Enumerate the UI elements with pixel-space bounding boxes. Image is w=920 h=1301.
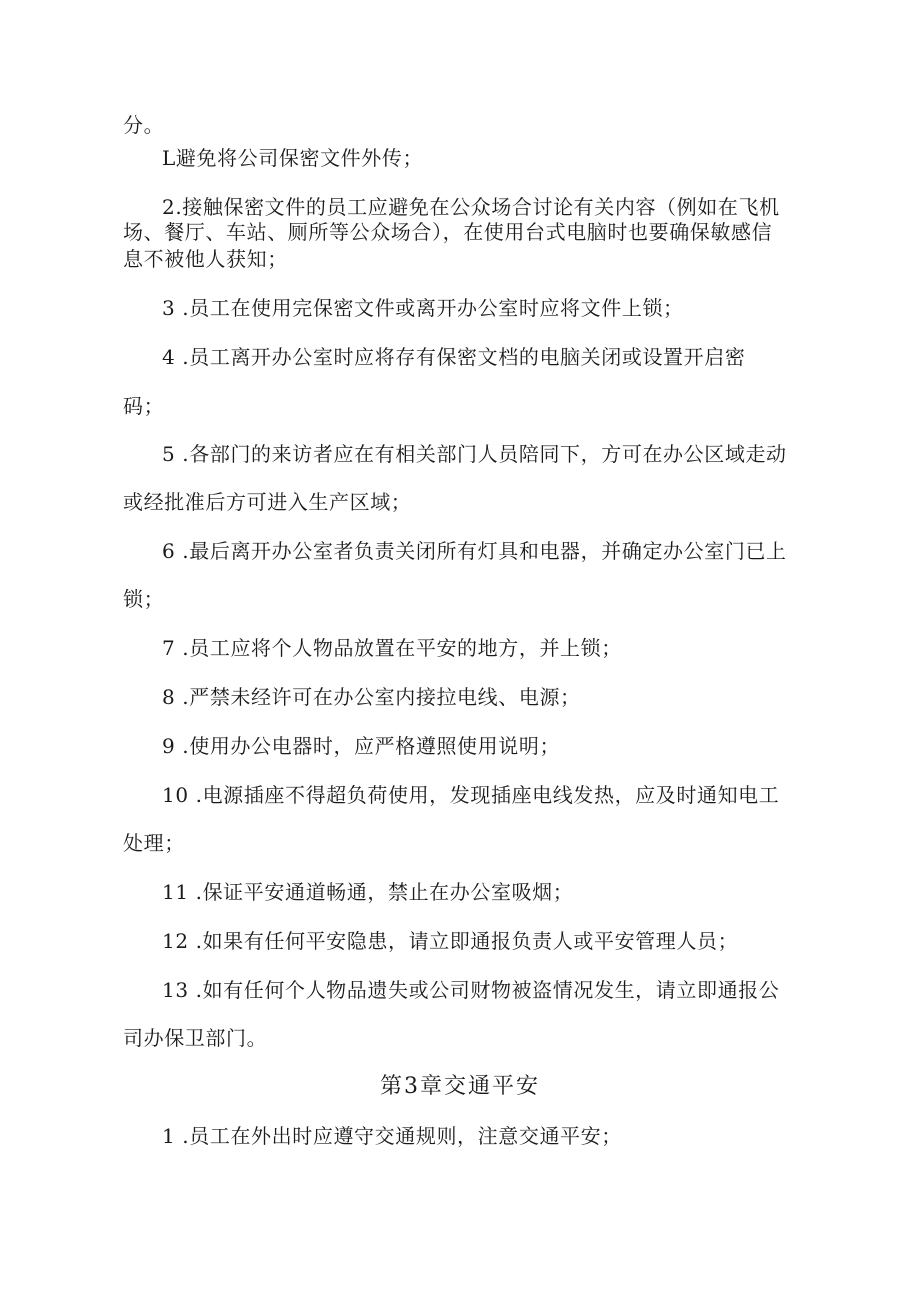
paragraph-line: 司办保卫部门。 [123,1026,268,1050]
paragraph-line: 或经批准后方可进入生产区域； [123,490,412,514]
paragraph-line: 1 .员工在外出时应遵守交通规则，注意交通平安； [162,1124,622,1148]
paragraph-line: L避免将公司保密文件外传； [162,146,424,170]
paragraph-line: 6 .最后离开办公室者负责关闭所有灯具和电器，并确定办公室门已上 [162,539,787,563]
chapter-heading: 第3章交通平安 [380,1074,540,1099]
paragraph-line: 8 .严禁未经许可在办公室内接拉电线、电源； [162,685,581,709]
paragraph-line: 11 .保证平安通道畅通，禁止在办公室吸烟； [162,880,574,904]
paragraph-line: 5 .各部门的来访者应在有相关部门人员陪同下，方可在办公区域走动 [162,442,787,466]
paragraph-line: 12 .如果有任何平安隐患，请立即通报负责人或平安管理人员； [162,929,739,953]
paragraph-line: 分。 [123,113,165,137]
paragraph-line: 13 .如有任何个人物品遗失或公司财物被盗情况发生，请立即通报公 [162,978,780,1002]
paragraph-line: 场、餐厅、车站、厕所等公众场合），在使用台式电脑时也要确保敏感信 [123,220,773,244]
paragraph-line: 息不被他人获知； [123,247,288,271]
paragraph-line: 处理； [123,831,185,855]
paragraph-line: 3 .员工在使用完保密文件或离开办公室时应将文件上锁； [162,296,684,320]
paragraph-line: 锁； [123,587,165,611]
paragraph-line: 2.接触保密文件的员工应避免在公众场合讨论有关内容（例如在飞机 [162,195,780,219]
paragraph-line: 10 .电源插座不得超负荷使用，发现插座电线发热，应及时通知电工 [162,783,780,807]
paragraph-line: 7 .员工应将个人物品放置在平安的地方，并上锁； [162,636,622,660]
paragraph-line: 码； [123,394,165,418]
paragraph-line: 4 .员工离开办公室时应将存有保密文档的电脑关闭或设置开启密 [162,345,746,369]
paragraph-line: 9 .使用办公电器时，应严格遵照使用说明； [162,734,561,758]
